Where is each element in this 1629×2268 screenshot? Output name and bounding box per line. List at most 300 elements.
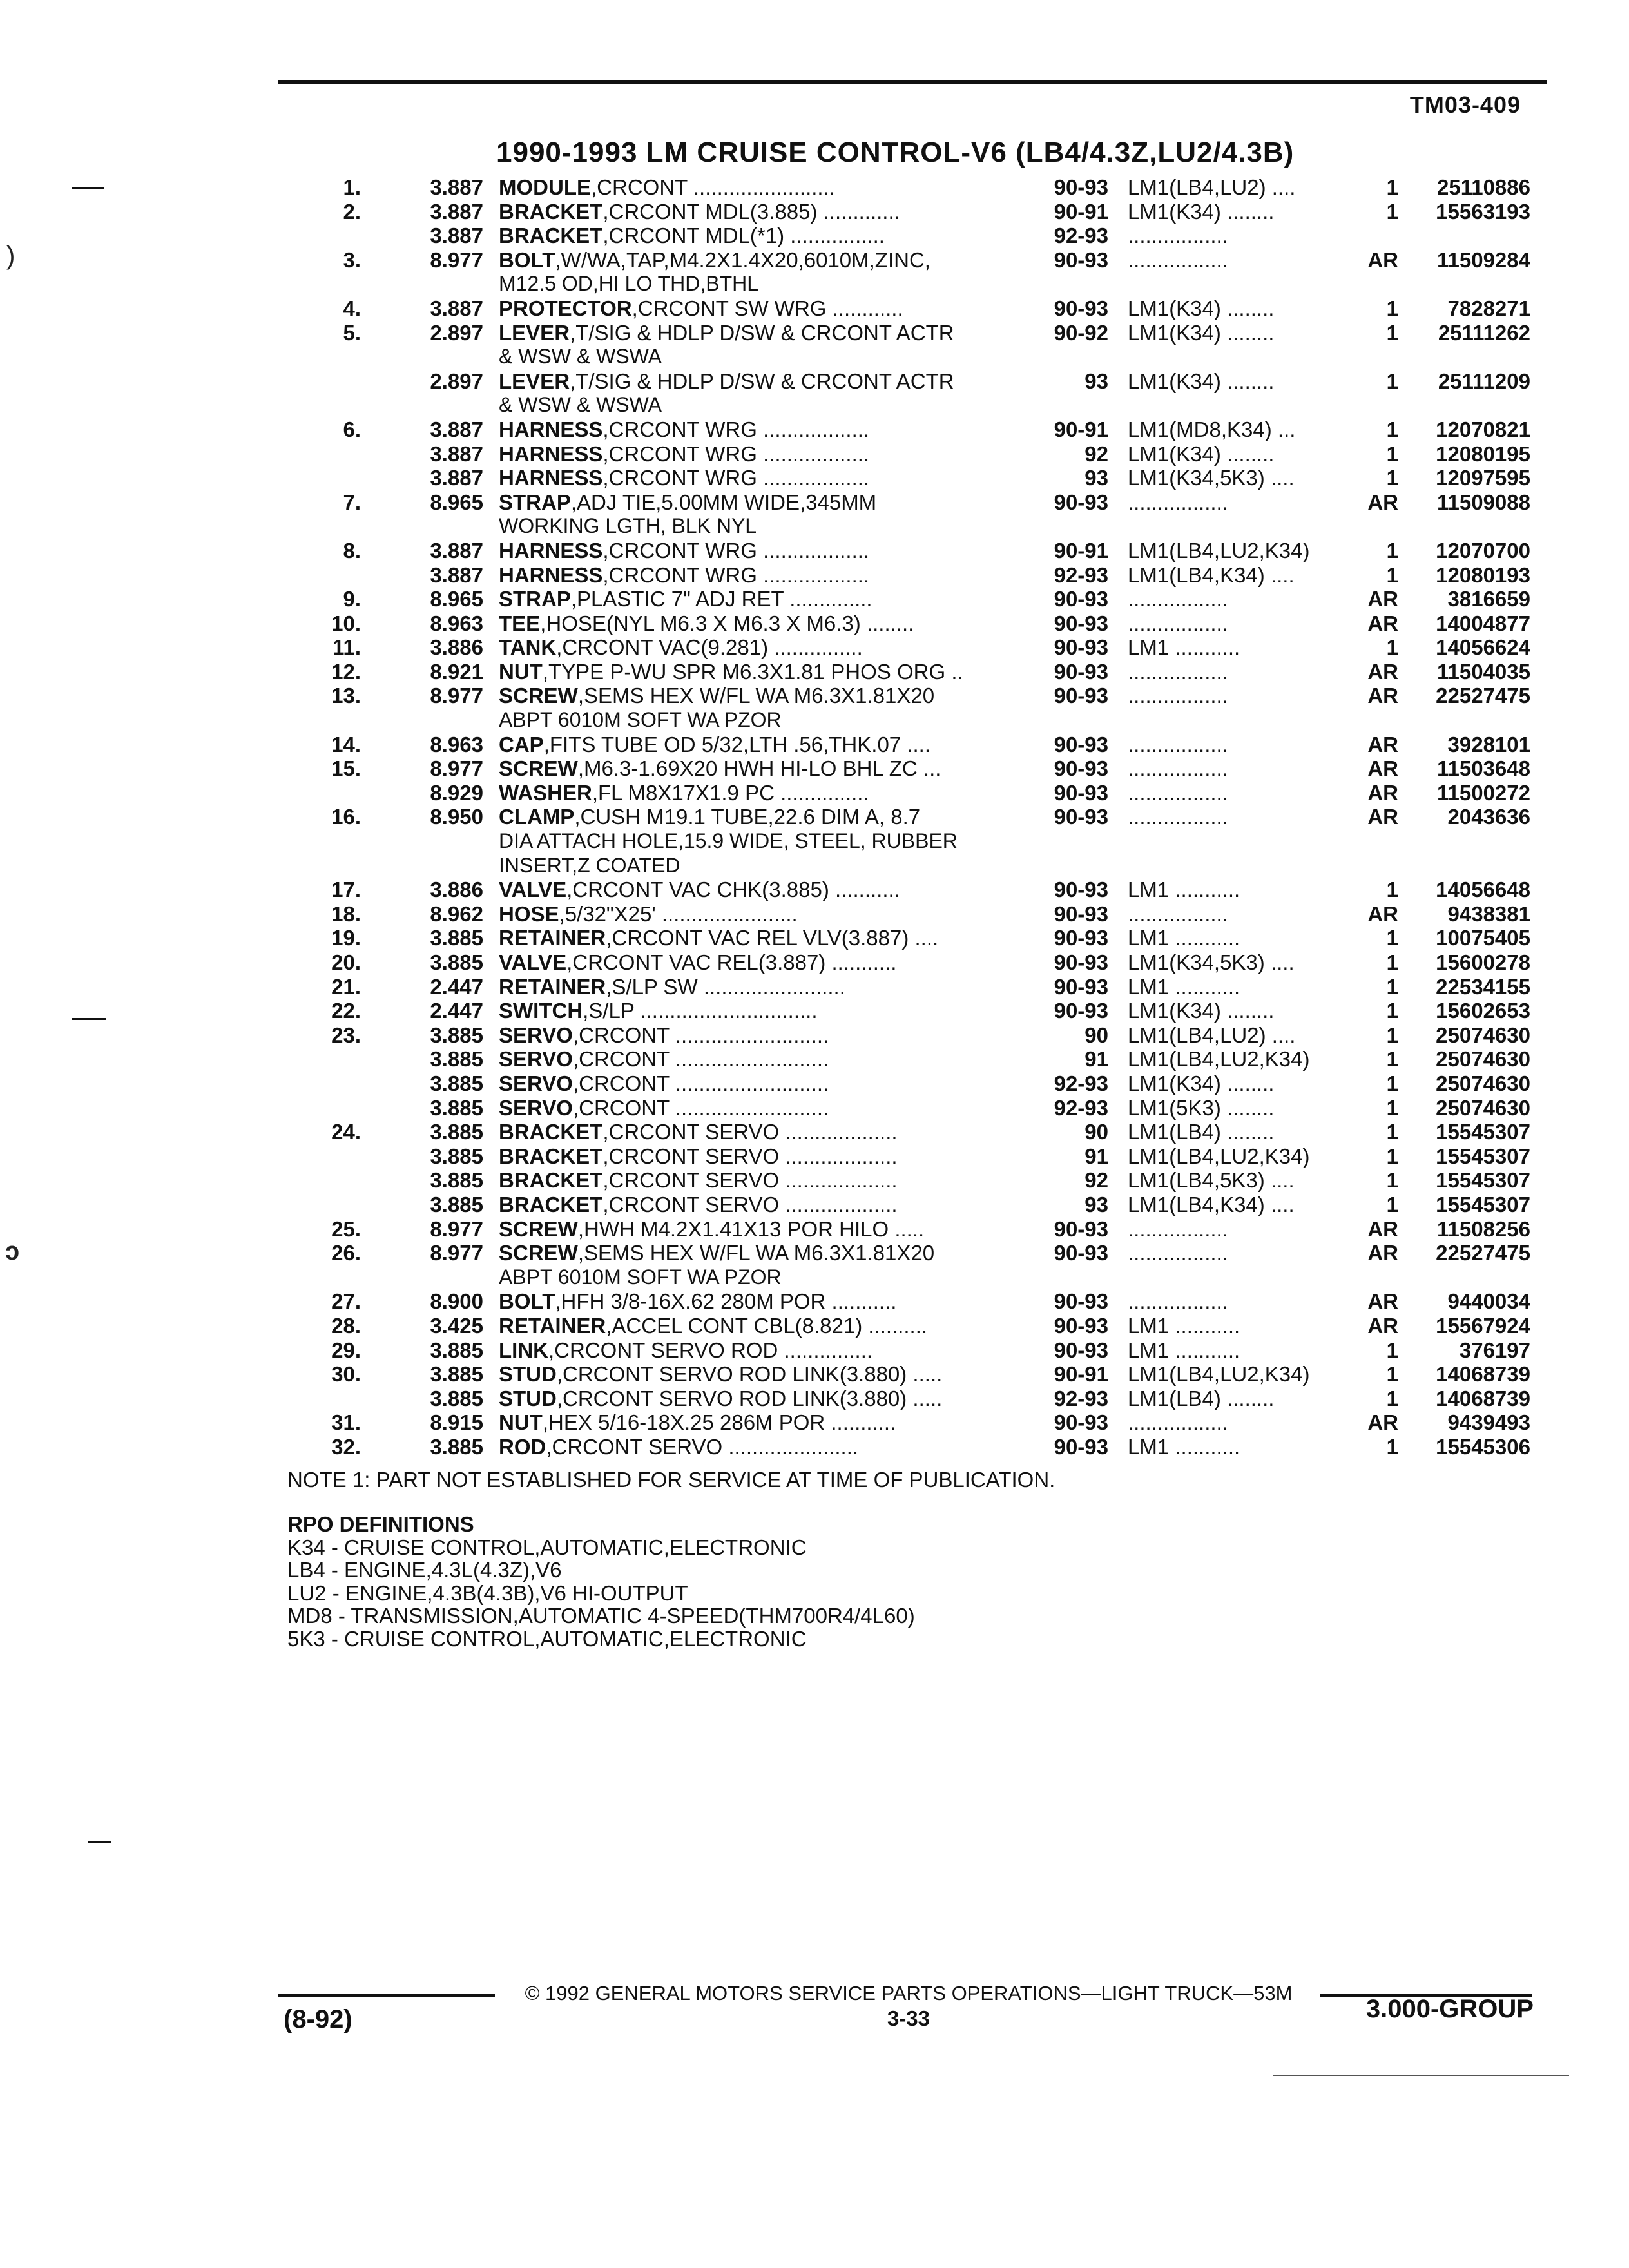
model-years: 90-93 [1054,296,1108,320]
parts-table [0,175,1629,1459]
part-name: SWITCH [499,999,583,1023]
scan-mark [72,1018,106,1020]
part-number: 2043636 [1447,805,1530,829]
part-description [499,1387,1027,1411]
model-years: 91 [1084,1144,1108,1168]
model-years: 93 [1084,369,1108,393]
quantity: AR [1367,684,1398,708]
part-detail: ,SEMS HEX W/FL WA M6.3X1.81X20 [577,684,935,708]
part-description [499,1435,1027,1459]
part-detail: ,CRCONT WRG .................. [602,466,870,490]
quantity: 1 [1386,562,1398,587]
part-detail: ,CRCONT SERVO ROD LINK(3.880) ..... [556,1362,943,1387]
quantity: 1 [1386,1023,1398,1047]
item-number: 9. [343,587,361,611]
model-code: LM1(K34) ........ [1128,999,1275,1023]
part-description [499,587,1027,611]
model-code: LM1(K34,5K3) .... [1128,950,1295,974]
model-code: ................. [1128,805,1228,829]
part-row-continuation [0,514,1629,539]
part-name: SERVO [499,1023,573,1047]
part-description-continued: ABPT 6010M SOFT WA PZOR [499,708,782,732]
group-number: 3.885 [430,1120,483,1144]
model-code: ................. [1128,1216,1228,1241]
group-number: 3.885 [430,1144,483,1168]
quantity: 1 [1386,417,1398,441]
part-name: NUT [499,659,543,684]
part-row [0,926,1629,950]
part-detail: ,CRCONT VAC(9.281) ............... [556,635,863,660]
part-row [0,684,1629,708]
model-years: 90 [1084,1023,1108,1047]
item-number: 32. [331,1434,361,1459]
part-detail: ,T/SIG & HDLP D/SW & CRCONT ACTR [570,320,954,345]
quantity: 1 [1386,999,1398,1023]
part-row [0,1217,1629,1242]
quantity: 1 [1386,635,1398,660]
part-detail: ,CRCONT .......................... [572,1023,829,1047]
part-row [0,587,1629,611]
quantity: AR [1367,756,1398,781]
model-code: LM1(LB4,LU2,K34) [1128,1362,1310,1387]
part-detail: ,CRCONT VAC REL VLV(3.887) .... [606,926,939,950]
part-description [499,248,1027,273]
part-row [0,175,1629,200]
part-row [0,756,1629,781]
rpo-title: RPO DEFINITIONS [287,1512,474,1536]
part-detail: ,CRCONT SERVO ................... [602,1120,898,1144]
part-name: CAP [499,732,544,756]
part-detail: ,CRCONT WRG .................. [602,538,870,562]
part-description-continued: M12.5 OD,HI LO THD,BTHL [499,272,759,296]
part-name: LINK [499,1338,548,1362]
group-number: 8.962 [430,901,483,926]
group-number: 8.900 [430,1289,483,1314]
part-row-continuation [0,854,1629,878]
quantity: 1 [1386,175,1398,199]
model-code: ................. [1128,587,1228,611]
part-name: BOLT [499,247,555,272]
part-number: 25111209 [1438,369,1530,393]
model-years: 90-93 [1054,1338,1108,1362]
quantity: 1 [1386,1338,1398,1362]
part-number: 22527475 [1436,684,1530,708]
item-number: 25. [331,1216,361,1241]
model-years: 90-93 [1054,1289,1108,1314]
part-detail: ,CRCONT VAC REL(3.887) ........... [566,950,897,974]
group-number: 8.977 [430,1241,483,1265]
model-code: LM1(LB4,K34) .... [1128,1192,1295,1216]
part-detail: ,CRCONT .......................... [572,1047,829,1072]
part-number: 25074630 [1436,1095,1530,1120]
part-number: 15600278 [1436,950,1530,974]
item-number: 15. [331,756,361,781]
item-number: 19. [331,926,361,950]
part-number: 15545307 [1436,1144,1530,1168]
part-row [0,563,1629,588]
part-number: 14056624 [1436,635,1530,660]
part-row [0,1072,1629,1096]
group-number: 8.950 [430,805,483,829]
group-number: 3.885 [430,1192,483,1216]
item-number: 28. [331,1313,361,1338]
part-name: BRACKET [499,1144,603,1168]
item-number: 5. [343,320,361,345]
part-description-continued: WORKING LGTH, BLK NYL [499,514,757,538]
rpo-item: LU2 - ENGINE,4.3B(4.3B),V6 HI-OUTPUT [287,1581,688,1605]
part-name: STUD [499,1362,557,1387]
group-number: 3.885 [430,1386,483,1410]
part-row [0,611,1629,636]
part-number: 14056648 [1436,878,1530,902]
model-code: ................. [1128,756,1228,781]
item-number: 16. [331,805,361,829]
part-description [499,369,1027,394]
model-years: 92-93 [1054,1386,1108,1410]
group-number: 2.897 [430,369,483,393]
quantity: 1 [1386,1071,1398,1095]
part-name: SERVO [499,1095,573,1120]
part-name: SCREW [499,1241,578,1265]
part-name: BRACKET [499,1120,603,1144]
part-number: 15545306 [1436,1434,1530,1459]
part-name: RETAINER [499,1313,606,1338]
part-number: 3816659 [1447,587,1530,611]
part-description [499,1144,1027,1169]
item-number: 22. [331,999,361,1023]
item-number: 29. [331,1338,361,1362]
model-code: LM1 ........... [1128,878,1240,902]
group-number: 3.886 [430,878,483,902]
part-detail: ,CRCONT MDL(3.885) ............. [602,199,900,224]
model-years: 92 [1084,441,1108,466]
part-row [0,369,1629,394]
group-number: 3.887 [430,562,483,587]
quantity: 1 [1386,926,1398,950]
quantity: 1 [1386,1144,1398,1168]
part-detail: ,T/SIG & HDLP D/SW & CRCONT ACTR [570,369,954,393]
quantity: 1 [1386,369,1398,393]
model-years: 90-91 [1054,1362,1108,1387]
part-description [499,175,1027,200]
part-number: 11500272 [1436,780,1530,805]
part-detail: ,CRCONT ........................ [591,175,835,199]
part-name: VALVE [499,878,567,902]
part-row [0,224,1629,248]
model-years: 90-91 [1054,199,1108,224]
rpo-item: MD8 - TRANSMISSION,AUTOMATIC 4-SPEED(THM700R4/4L60) [287,1604,915,1628]
quantity: AR [1367,587,1398,611]
rpo-item: LB4 - ENGINE,4.3L(4.3Z),V6 [287,1558,562,1582]
part-name: SCREW [499,1216,578,1241]
part-description [499,418,1027,442]
part-name: BOLT [499,1289,555,1314]
item-number: 11. [332,635,361,660]
part-name: SCREW [499,756,578,781]
model-code: LM1 ........... [1128,1338,1240,1362]
model-years: 92 [1084,1168,1108,1193]
part-detail: ,S/LP .............................. [583,999,818,1023]
model-code: LM1 ........... [1128,974,1240,999]
part-detail: ,ADJ TIE,5.00MM WIDE,345MM [570,490,877,514]
quantity: 1 [1386,538,1398,562]
model-years: 90-93 [1054,756,1108,781]
part-name: STUD [499,1386,557,1410]
group-number: 3.885 [430,1362,483,1387]
part-description [499,1023,1027,1048]
part-name: STRAP [499,587,571,611]
model-years: 90-93 [1054,805,1108,829]
part-name: SERVO [499,1071,573,1095]
part-description [499,1338,1027,1363]
quantity: AR [1367,901,1398,926]
model-code: LM1(K34) ........ [1128,320,1275,345]
part-detail: ,FITS TUBE OD 5/32,LTH .56,THK.07 .... [543,732,930,756]
model-code: LM1(K34) ........ [1128,1071,1275,1095]
model-years: 90-93 [1054,999,1108,1023]
part-description [499,563,1027,588]
part-number: 14068739 [1436,1362,1530,1387]
model-years: 90-91 [1054,538,1108,562]
part-number: 9440034 [1447,1289,1530,1314]
part-description [499,1096,1027,1120]
part-row [0,1435,1629,1459]
part-name: BRACKET [499,1192,603,1216]
part-row [0,1362,1629,1387]
part-name: SERVO [499,1047,573,1072]
part-row [0,1193,1629,1217]
part-description [499,1047,1027,1072]
model-code: LM1 ........... [1128,635,1240,660]
group-number: 8.963 [430,732,483,756]
model-years: 90-93 [1054,490,1108,514]
part-number: 15563193 [1436,199,1530,224]
part-detail: ,FL M8X17X1.9 PC ............... [592,780,869,805]
part-detail: ,HWH M4.2X1.41X13 POR HILO ..... [577,1216,925,1241]
part-description-continued: ABPT 6010M SOFT WA PZOR [499,1265,782,1289]
model-code: ................. [1128,1410,1228,1435]
part-description [499,1241,1027,1265]
model-years: 90-93 [1054,247,1108,272]
quantity: 1 [1386,1095,1398,1120]
part-row-continuation [0,829,1629,854]
part-row [0,539,1629,563]
part-row [0,466,1629,490]
group-number: 8.921 [430,659,483,684]
part-detail: ,5/32"X25' ....................... [559,901,798,926]
model-code: LM1(LB4) ........ [1128,1386,1275,1410]
item-number: 17. [331,878,361,902]
part-description-continued: & WSW & WSWA [499,345,662,369]
model-code: ................. [1128,732,1228,756]
part-number: 11504035 [1436,659,1530,684]
part-row [0,635,1629,660]
item-number: 26. [331,1241,361,1265]
part-detail: ,HEX 5/16-18X.25 286M POR ........... [542,1410,896,1435]
group-number: 8.977 [430,1216,483,1241]
date-code: (8-92) [284,2005,352,2033]
quantity: AR [1367,490,1398,514]
part-description [499,200,1027,224]
group-number: 3.885 [430,1047,483,1072]
part-description [499,1193,1027,1217]
quantity: AR [1367,1289,1398,1314]
part-number: 15545307 [1436,1192,1530,1216]
model-code: ................. [1128,1289,1228,1314]
model-code: LM1(K34) ........ [1128,441,1275,466]
model-years: 90-93 [1054,732,1108,756]
model-code: LM1(K34) ........ [1128,369,1275,393]
model-years: 90-93 [1054,1241,1108,1265]
part-row [0,1096,1629,1120]
item-number: 21. [331,974,361,999]
group-number: 3.887 [430,417,483,441]
model-years: 93 [1084,1192,1108,1216]
part-name: CLAMP [499,805,575,829]
model-years: 90-93 [1054,175,1108,199]
part-description [499,975,1027,999]
bottom-rule [1273,2075,1569,2076]
model-years: 90-93 [1054,611,1108,635]
item-number: 27. [331,1289,361,1314]
part-detail: ,CRCONT WRG .................. [602,417,870,441]
model-code: ................. [1128,684,1228,708]
item-number: 8. [343,538,361,562]
part-detail: ,CRCONT SERVO ROD ............... [548,1338,873,1362]
scan-glyph: ) [6,242,15,270]
part-detail: ,CRCONT WRG .................. [602,441,870,466]
quantity: AR [1367,247,1398,272]
part-name: BRACKET [499,1168,603,1193]
item-number: 2. [343,199,361,224]
item-number: 18. [331,901,361,926]
group-number: 3.887 [430,538,483,562]
quantity: 1 [1386,950,1398,974]
part-detail: ,CRCONT WRG .................. [602,562,870,587]
part-row [0,490,1629,515]
part-detail: ,PLASTIC 7" ADJ RET .............. [570,587,872,611]
model-code: ................. [1128,780,1228,805]
part-description [499,756,1027,781]
quantity: 1 [1386,466,1398,490]
group-number: 3.885 [430,1023,483,1047]
model-code: LM1(LB4,LU2,K34) [1128,1144,1310,1168]
part-detail: ,CRCONT SERVO ................... [602,1144,898,1168]
quantity: AR [1367,732,1398,756]
group-number: 3.887 [430,441,483,466]
model-years: 90-93 [1054,901,1108,926]
item-number: 10. [331,611,361,635]
part-row [0,321,1629,345]
rpo-item: K34 - CRUISE CONTROL,AUTOMATIC,ELECTRONIC [287,1535,807,1559]
part-row [0,1314,1629,1338]
part-row [0,999,1629,1023]
part-description [499,539,1027,563]
group-number: 8.965 [430,490,483,514]
group-number: 2.447 [430,999,483,1023]
quantity: 1 [1386,1386,1398,1410]
part-name: HARNESS [499,441,603,466]
part-description [499,878,1027,902]
quantity: 1 [1386,1168,1398,1193]
part-description [499,999,1027,1023]
model-code: LM1(LB4,LU2) .... [1128,1023,1296,1047]
quantity: 1 [1386,974,1398,999]
part-detail: ,W/WA,TAP,M4.2X1.4X20,6010M,ZINC, [555,247,930,272]
part-row [0,200,1629,224]
part-name: HARNESS [499,562,603,587]
model-code: LM1(5K3) ........ [1128,1095,1275,1120]
part-detail: ,CRCONT SERVO ROD LINK(3.880) ..... [556,1386,943,1410]
part-description [499,321,1027,345]
model-years: 90-93 [1054,1216,1108,1241]
group-number: 8.929 [430,780,483,805]
part-detail: ,HOSE(NYL M6.3 X M6.3 X M6.3) ........ [540,611,914,635]
part-detail: ,TYPE P-WU SPR M6.3X1.81 PHOS ORG .. [542,659,963,684]
part-description [499,733,1027,757]
part-description [499,926,1027,950]
group-number: 8.965 [430,587,483,611]
quantity: AR [1367,1410,1398,1435]
quantity: 1 [1386,199,1398,224]
part-row [0,902,1629,927]
group-number: 3.885 [430,1095,483,1120]
part-description [499,902,1027,927]
quantity: AR [1367,1216,1398,1241]
item-number: 4. [343,296,361,320]
group-number: 2.447 [430,974,483,999]
quantity: AR [1367,1241,1398,1265]
model-code: LM1 ........... [1128,1434,1240,1459]
model-code: LM1 ........... [1128,1313,1240,1338]
part-number: 10075405 [1436,926,1530,950]
part-description [499,1289,1027,1314]
quantity: 1 [1386,441,1398,466]
part-number: 22527475 [1436,1241,1530,1265]
item-number: 23. [331,1023,361,1047]
quantity: 1 [1386,1434,1398,1459]
part-name: RETAINER [499,974,606,999]
group-number: 3.885 [430,1168,483,1193]
part-detail: ,CUSH M19.1 TUBE,22.6 DIM A, 8.7 [574,805,921,829]
model-years: 90-93 [1054,926,1108,950]
part-detail: ,SEMS HEX W/FL WA M6.3X1.81X20 [577,1241,935,1265]
quantity: 1 [1386,878,1398,902]
item-number: 7. [343,490,361,514]
quantity: AR [1367,780,1398,805]
part-number: 7828271 [1447,296,1530,320]
part-number: 12080195 [1436,441,1530,466]
part-row [0,1047,1629,1072]
part-description-continued: DIA ATTACH HOLE,15.9 WIDE, STEEL, RUBBER [499,829,958,853]
part-row-continuation [0,708,1629,733]
part-name: HARNESS [499,466,603,490]
group-number: 3.887 [430,224,483,248]
page-title: 1990-1993 LM CRUISE CONTROL-V6 (LB4/4.3Z,LU2/4.3B) [496,137,1295,168]
part-number: 15545307 [1436,1168,1530,1193]
model-years: 90-92 [1054,320,1108,345]
group-number: 3.887 [430,199,483,224]
model-code: LM1(LB4,LU2,K34) [1128,1047,1310,1072]
model-code: LM1(LB4,5K3) .... [1128,1168,1295,1193]
part-number: 14068739 [1436,1386,1530,1410]
model-code: LM1(K34) ........ [1128,296,1275,320]
part-detail: ,CRCONT SERVO ................... [602,1192,898,1216]
part-number: 12097595 [1436,466,1530,490]
item-number: 30. [331,1362,361,1387]
part-row [0,296,1629,321]
item-number: 12. [331,659,361,684]
